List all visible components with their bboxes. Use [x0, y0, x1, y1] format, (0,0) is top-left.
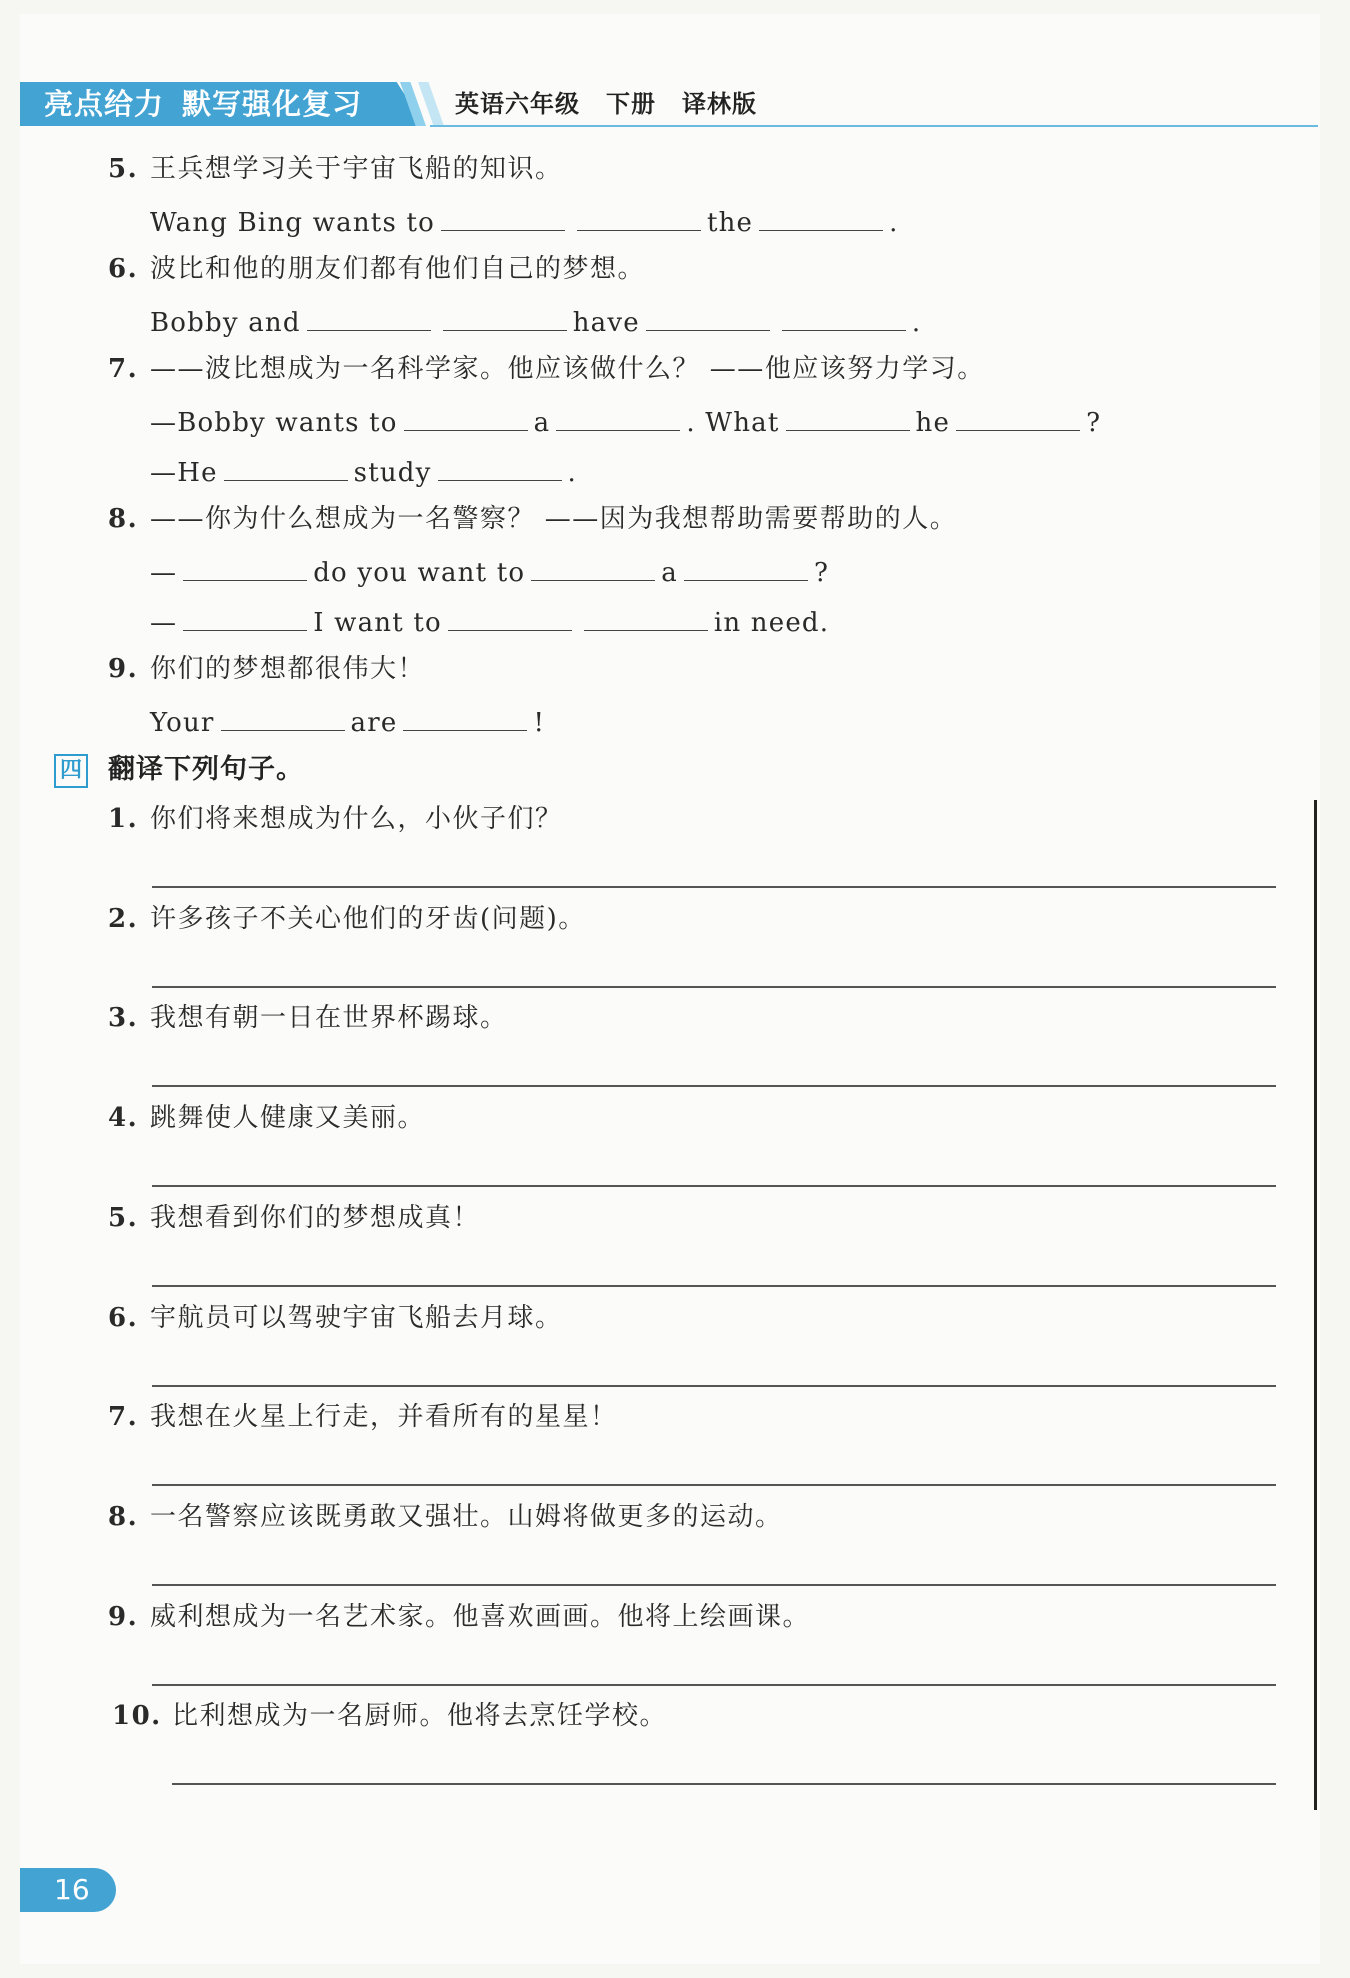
answer-writing-line[interactable] — [152, 1684, 1276, 1686]
page-number: 16 — [20, 1868, 116, 1912]
translation-prompt — [108, 1400, 618, 1434]
answer-writing-line[interactable] — [172, 1783, 1276, 1785]
answer-blank[interactable] — [183, 602, 307, 631]
chinese-sentence: 比利想成为一名厨师。他将去烹饪学校。 — [172, 1701, 668, 1731]
question-number: 8. — [108, 1502, 139, 1532]
header-subtitle — [455, 86, 783, 122]
english-fragment: study — [353, 458, 432, 488]
question-prompt — [108, 152, 563, 186]
english-answer-line — [150, 202, 899, 240]
question-prompt — [108, 652, 425, 686]
brand-a: 亮点给力 — [44, 87, 165, 121]
chinese-sentence: ——你为什么想成为一名警察？ ——因为我想帮助需要帮助的人。 — [150, 504, 958, 534]
question-number: 10. — [112, 1701, 162, 1731]
question-number: 5. — [108, 1203, 139, 1233]
question-number: 7. — [108, 354, 139, 384]
question-number: 2. — [108, 904, 139, 934]
chinese-sentence: 我想有朝一日在世界杯踢球。 — [150, 1003, 508, 1033]
answer-blank[interactable] — [584, 602, 708, 631]
english-fragment: Wang Bing wants to — [150, 208, 435, 238]
english-fragment: ! — [533, 708, 546, 738]
answer-blank[interactable] — [438, 452, 562, 481]
answer-writing-line[interactable] — [152, 1584, 1276, 1586]
question-number: 7. — [108, 1402, 139, 1432]
answer-blank[interactable] — [183, 552, 307, 581]
question-number: 3. — [108, 1003, 139, 1033]
english-fragment: do you want to — [313, 558, 526, 588]
english-fragment: a — [533, 408, 551, 438]
subject-label: 英语六年级 — [455, 90, 580, 118]
answer-writing-line[interactable] — [152, 1484, 1276, 1486]
english-fragment: he — [915, 408, 951, 438]
chinese-sentence: 许多孩子不关心他们的牙齿(问题)。 — [150, 904, 586, 934]
answer-blank[interactable] — [759, 202, 883, 231]
header-rule — [430, 125, 1318, 127]
translation-prompt — [108, 1201, 480, 1235]
question-prompt — [108, 352, 985, 386]
answer-writing-line[interactable] — [152, 1385, 1276, 1387]
answer-blank[interactable] — [531, 552, 655, 581]
english-fragment: —Bobby wants to — [150, 408, 398, 438]
chinese-sentence: 宇航员可以驾驶宇宙飞船去月球。 — [150, 1303, 563, 1333]
english-answer-line — [150, 402, 1101, 440]
english-fragment: . What — [686, 408, 780, 438]
question-number: 5. — [108, 154, 139, 184]
english-fragment: — — [150, 558, 178, 588]
english-answer-line — [150, 602, 829, 640]
english-fragment: have — [572, 308, 640, 338]
chinese-sentence: 波比和他的朋友们都有他们自己的梦想。 — [150, 254, 646, 284]
question-number: 6. — [108, 254, 139, 284]
english-answer-line — [150, 702, 545, 740]
question-prompt — [108, 252, 645, 286]
translation-prompt — [108, 1600, 810, 1634]
chinese-sentence: 跳舞使人健康又美丽。 — [150, 1103, 426, 1133]
answer-blank[interactable] — [221, 702, 345, 731]
english-fragment: . — [567, 458, 578, 488]
answer-blank[interactable] — [956, 402, 1080, 431]
answer-blank[interactable] — [441, 202, 565, 231]
edition-label: 译林版 — [682, 90, 757, 118]
question-number: 4. — [108, 1103, 139, 1133]
page-edge-shadow — [1314, 800, 1317, 1810]
translation-prompt — [108, 1301, 563, 1335]
chinese-sentence: 我想在火星上行走，并看所有的星星！ — [150, 1402, 618, 1432]
answer-blank[interactable] — [646, 302, 770, 331]
translation-prompt — [108, 1001, 508, 1035]
answer-blank[interactable] — [443, 302, 567, 331]
answer-blank[interactable] — [448, 602, 572, 631]
english-fragment: Bobby and — [150, 308, 301, 338]
answer-blank[interactable] — [786, 402, 910, 431]
answer-writing-line[interactable] — [152, 886, 1276, 888]
question-number: 9. — [108, 1602, 139, 1632]
translation-prompt — [108, 802, 563, 836]
english-fragment: —He — [150, 458, 218, 488]
volume-label: 下册 — [606, 90, 656, 118]
answer-blank[interactable] — [307, 302, 431, 331]
chinese-sentence: 威利想成为一名艺术家。他喜欢画画。他将上绘画课。 — [150, 1602, 811, 1632]
english-answer-line — [150, 302, 921, 340]
question-number: 9. — [108, 654, 139, 684]
section-title: 翻译下列句子。 — [108, 754, 304, 785]
question-number: 1. — [108, 804, 139, 834]
english-answer-line — [150, 552, 829, 590]
answer-blank[interactable] — [224, 452, 348, 481]
section-badge: 四 — [54, 754, 88, 788]
brand-b: 默写强化复习 — [182, 87, 363, 121]
translation-prompt — [112, 1699, 667, 1733]
answer-writing-line[interactable] — [152, 1085, 1276, 1087]
english-fragment: are — [350, 708, 398, 738]
english-fragment: ? — [1086, 408, 1102, 438]
answer-writing-line[interactable] — [152, 1185, 1276, 1187]
english-fragment: Your — [150, 708, 215, 738]
english-fragment: in need. — [713, 608, 830, 638]
translation-prompt — [108, 1500, 783, 1534]
answer-blank[interactable] — [404, 402, 528, 431]
answer-blank[interactable] — [403, 702, 527, 731]
chinese-sentence: 我想看到你们的梦想成真！ — [150, 1203, 481, 1233]
english-fragment: . — [911, 308, 922, 338]
chinese-sentence: 一名警察应该既勇敢又强壮。山姆将做更多的运动。 — [150, 1502, 783, 1532]
answer-blank[interactable] — [577, 202, 701, 231]
translation-prompt — [108, 1101, 425, 1135]
answer-writing-line[interactable] — [152, 986, 1276, 988]
english-fragment: I want to — [313, 608, 442, 638]
question-number: 6. — [108, 1303, 139, 1333]
english-answer-line — [150, 452, 577, 490]
chinese-sentence: 王兵想学习关于宇宙飞船的知识。 — [150, 154, 563, 184]
english-fragment: . — [889, 208, 899, 238]
translation-prompt — [108, 902, 586, 936]
english-fragment: the — [706, 208, 754, 238]
english-fragment: a — [661, 558, 678, 588]
answer-blank[interactable] — [556, 402, 680, 431]
english-fragment: — — [150, 608, 178, 638]
header-title — [44, 84, 362, 124]
chinese-sentence: 你们将来想成为什么，小伙子们？ — [150, 804, 563, 834]
english-fragment: ? — [813, 558, 830, 588]
chinese-sentence: ——波比想成为一名科学家。他应该做什么？ ——他应该努力学习。 — [150, 354, 985, 384]
answer-writing-line[interactable] — [152, 1285, 1276, 1287]
chinese-sentence: 你们的梦想都很伟大！ — [150, 654, 426, 684]
answer-blank[interactable] — [782, 302, 906, 331]
answer-blank[interactable] — [684, 552, 808, 581]
question-number: 8. — [108, 504, 139, 534]
question-prompt — [108, 502, 957, 536]
